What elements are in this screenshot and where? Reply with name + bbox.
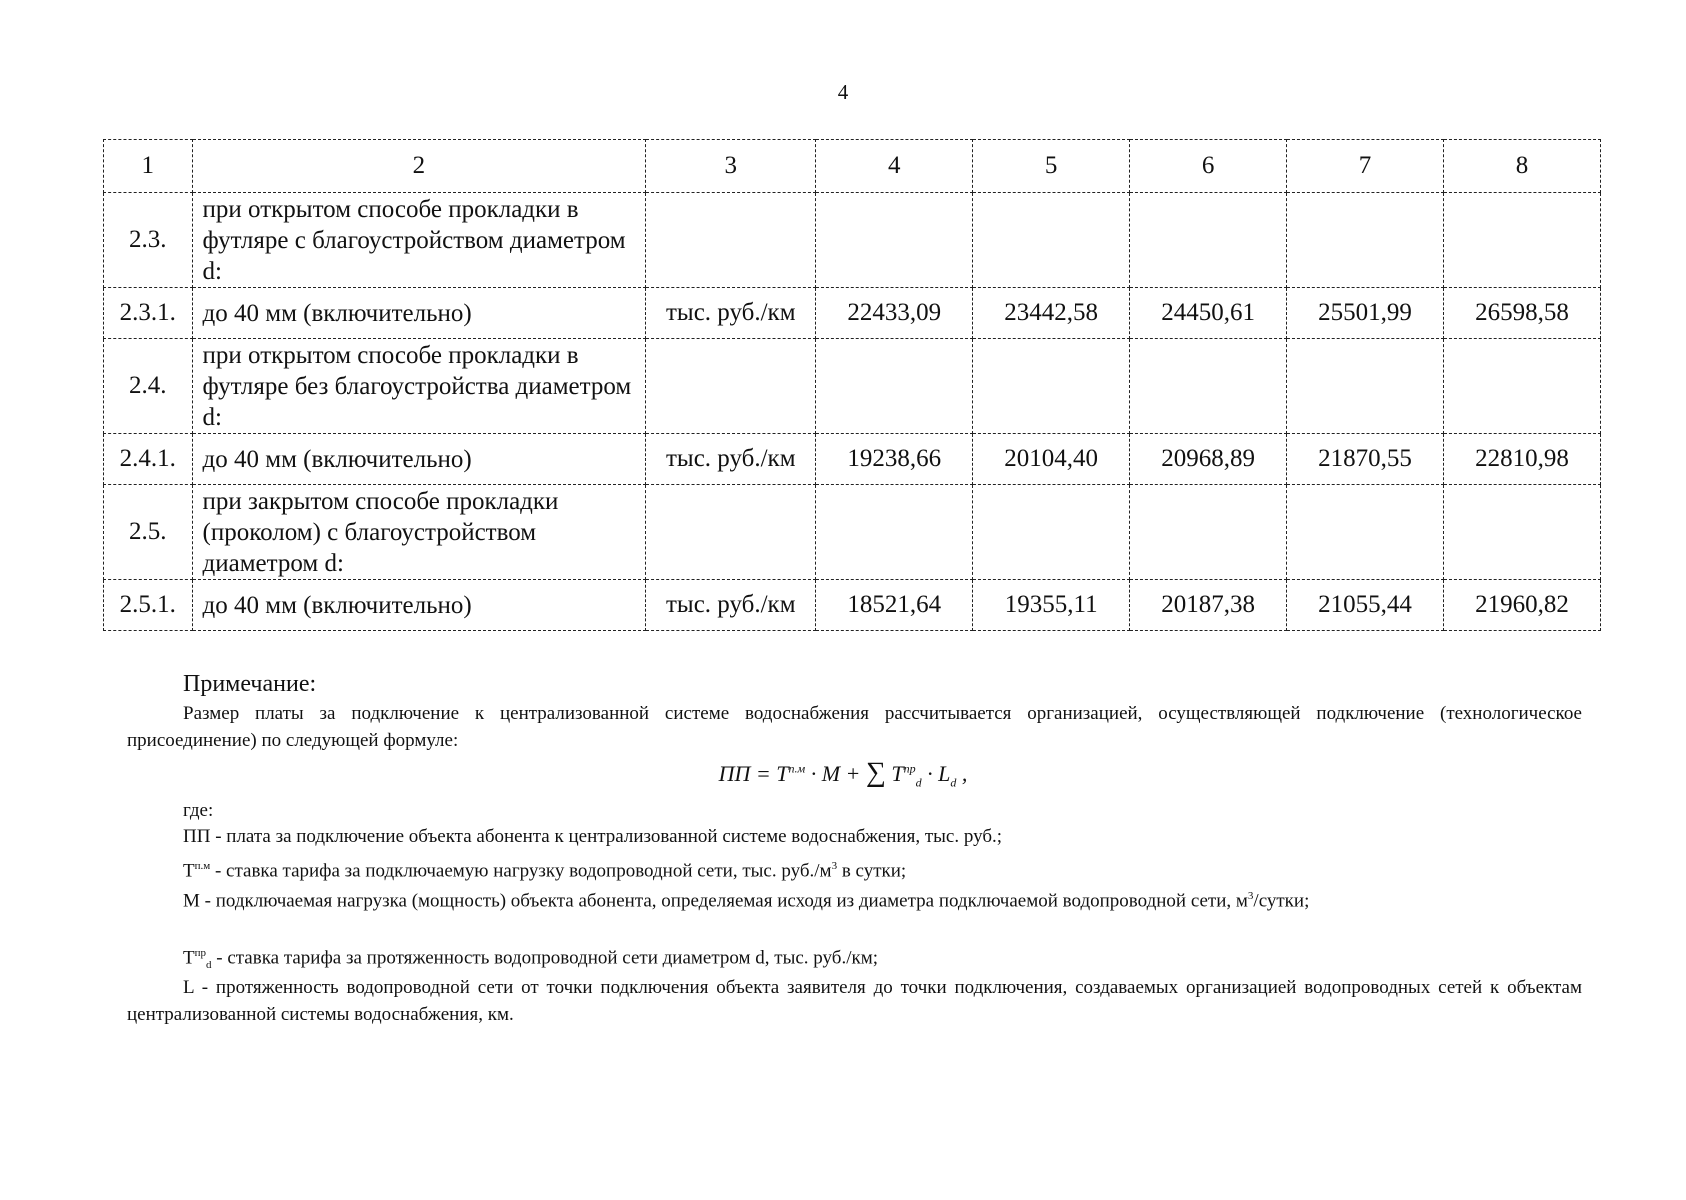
formula-l: L: [938, 761, 951, 786]
note-intro-block: [127, 700, 1582, 754]
row-value: [1130, 485, 1287, 580]
column-header: 2: [192, 140, 646, 193]
row-description: при закрытом способе прокладки (проколом) с благоустройством диаметром d:: [192, 485, 646, 580]
row-value: 21870,55: [1287, 434, 1444, 485]
def-tpr: $Т^{пр}_d$ - ставка тарифа за протяженность водопроводной сети диаметром d, тыс. руб./км;: [183, 947, 879, 972]
row-value: [1287, 193, 1444, 288]
def-l: L - протяженность водопроводной сети от точки подключения объекта заявителя до точки подключения, создаваемых организацией водопроводных сетей к объектам централизованной системы водоснабжения, км.: [127, 977, 1582, 1025]
row-number: 2.4.1.: [104, 434, 193, 485]
row-value: 22433,09: [816, 288, 973, 339]
row-unit: тыс. руб./км: [646, 580, 816, 631]
row-value: 25501,99: [1287, 288, 1444, 339]
formula-sum: ∑: [865, 757, 886, 788]
row-value: [1287, 485, 1444, 580]
row-value: [973, 485, 1130, 580]
note-intro: Размер платы за подключение к централизованной системе водоснабжения рассчитывается организацией, осуществляющей подключение (технологическое присоединение) по следующей формуле:: [127, 703, 1582, 751]
row-value: [816, 485, 973, 580]
row-number: 2.5.: [104, 485, 193, 580]
row-description: до 40 мм (включительно): [192, 288, 646, 339]
row-number: 2.3.: [104, 193, 193, 288]
row-description: при открытом способе прокладки в футляре с благоустройством диаметром d:: [192, 193, 646, 288]
formula-t2-sup: пр: [903, 761, 916, 776]
row-value: [816, 193, 973, 288]
row-value: 20104,40: [973, 434, 1130, 485]
row-value: 22810,98: [1444, 434, 1601, 485]
row-value: 23442,58: [973, 288, 1130, 339]
row-value: 20968,89: [1130, 434, 1287, 485]
table-row: [104, 193, 1601, 288]
row-value: [973, 193, 1130, 288]
row-value: [973, 339, 1130, 434]
row-value: [1287, 339, 1444, 434]
formula-t2-sub: d: [915, 775, 922, 790]
tariff-table: [103, 139, 1601, 631]
note-title: Примечание:: [183, 671, 317, 697]
row-unit: [646, 193, 816, 288]
row-unit: [646, 339, 816, 434]
row-value: 26598,58: [1444, 288, 1601, 339]
column-header: 1: [104, 140, 193, 193]
formula-lhs: ПП: [718, 761, 751, 786]
row-value: 20187,38: [1130, 580, 1287, 631]
row-description: при открытом способе прокладки в футляре без благоустройства диаметром d:: [192, 339, 646, 434]
row-value: [1444, 193, 1601, 288]
row-value: 19355,11: [973, 580, 1130, 631]
column-header: 6: [1130, 140, 1287, 193]
def-pp: ПП - плата за подключение объекта абонента к централизованной системе водоснабжения, тыс. руб.;: [183, 826, 1003, 847]
note-where: где:: [183, 800, 214, 821]
table-row: [104, 580, 1601, 631]
row-value: [1130, 193, 1287, 288]
table-row: [104, 288, 1601, 339]
formula-t1: Т: [776, 761, 789, 786]
row-number: 2.5.1.: [104, 580, 193, 631]
row-unit: [646, 485, 816, 580]
column-header: 3: [646, 140, 816, 193]
formula-m: М: [821, 761, 841, 786]
formula-l-sub: d: [950, 775, 957, 790]
row-number: 2.3.1.: [104, 288, 193, 339]
row-unit: тыс. руб./км: [646, 434, 816, 485]
tariff-formula: ПП = $Т^{п.м} \cdot М$ + ∑ $Т^{пр}_d \cdot L_d$ ,: [718, 757, 968, 790]
row-value: [1444, 485, 1601, 580]
row-value: 21960,82: [1444, 580, 1601, 631]
row-value: [816, 339, 973, 434]
table-row: [104, 434, 1601, 485]
row-value: 18521,64: [816, 580, 973, 631]
page-number: 4: [837, 80, 849, 104]
def-tpm: $Т^{п.м}$ - ставка тарифа за подключаемую нагрузку водопроводной сети, тыс. $руб./м^3$ в сутки;: [183, 860, 907, 882]
table-header-row: [104, 140, 1601, 193]
column-header: 4: [816, 140, 973, 193]
column-header: 8: [1444, 140, 1601, 193]
table-row: [104, 339, 1601, 434]
row-value: [1130, 339, 1287, 434]
formula-t1-sup: п.м: [788, 761, 806, 776]
row-number: 2.4.: [104, 339, 193, 434]
row-value: 19238,66: [816, 434, 973, 485]
row-unit: тыс. руб./км: [646, 288, 816, 339]
row-description: до 40 мм (включительно): [192, 580, 646, 631]
row-value: 21055,44: [1287, 580, 1444, 631]
row-value: 24450,61: [1130, 288, 1287, 339]
row-value: [1444, 339, 1601, 434]
column-header: 7: [1287, 140, 1444, 193]
formula-t2: Т: [891, 761, 904, 786]
column-header: 5: [973, 140, 1130, 193]
def-m: М - подключаемая нагрузка (мощность) объекта абонента, определяемая исходя из диаметра подключаемой водопроводной сети, $м^3$/сутки;: [183, 890, 1310, 912]
row-description: до 40 мм (включительно): [192, 434, 646, 485]
table-row: [104, 485, 1601, 580]
